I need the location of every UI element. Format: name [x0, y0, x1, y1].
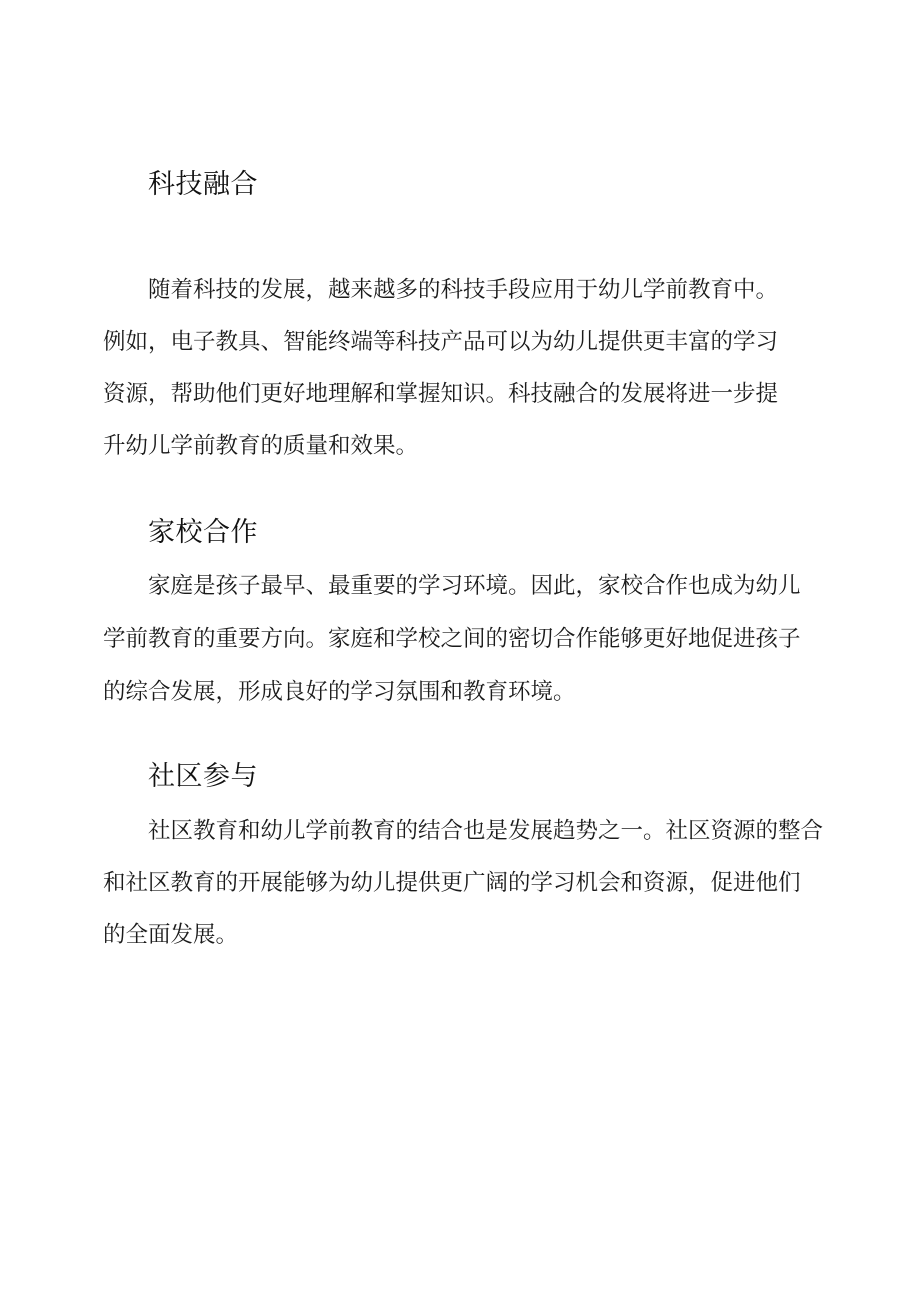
section-paragraph-community-participation: 社区教育和幼儿学前教育的结合也是发展趋势之一。社区资源的整合 和社区教育的开展能够为幼儿提供更广阔的学习机会和资源，促进他们 的全面发展。 — [103, 818, 824, 948]
section-heading-tech-integration: 科技融合 — [148, 169, 258, 200]
section-heading-home-school-cooperation: 家校合作 — [148, 517, 258, 548]
section-heading-community-participation: 社区参与 — [148, 761, 258, 792]
section-paragraph-tech-integration: 随着科技的发展，越来越多的科技手段应用于幼儿学前教育中。 例如，电子教具、智能终端等科技产品可以为幼儿提供更丰富的学习 资源，帮助他们更好地理解和掌握知识。科技融合的发展将进一步提 升幼儿学前教育的质量和效果。 — [103, 277, 779, 459]
section-paragraph-home-school-cooperation: 家庭是孩子最早、最重要的学习环境。因此，家校合作也成为幼儿 学前教育的重要方向。家庭和学校之间的密切合作能够更好地促进孩子 的综合发展，形成良好的学习氛围和教育环境。 — [103, 573, 801, 705]
